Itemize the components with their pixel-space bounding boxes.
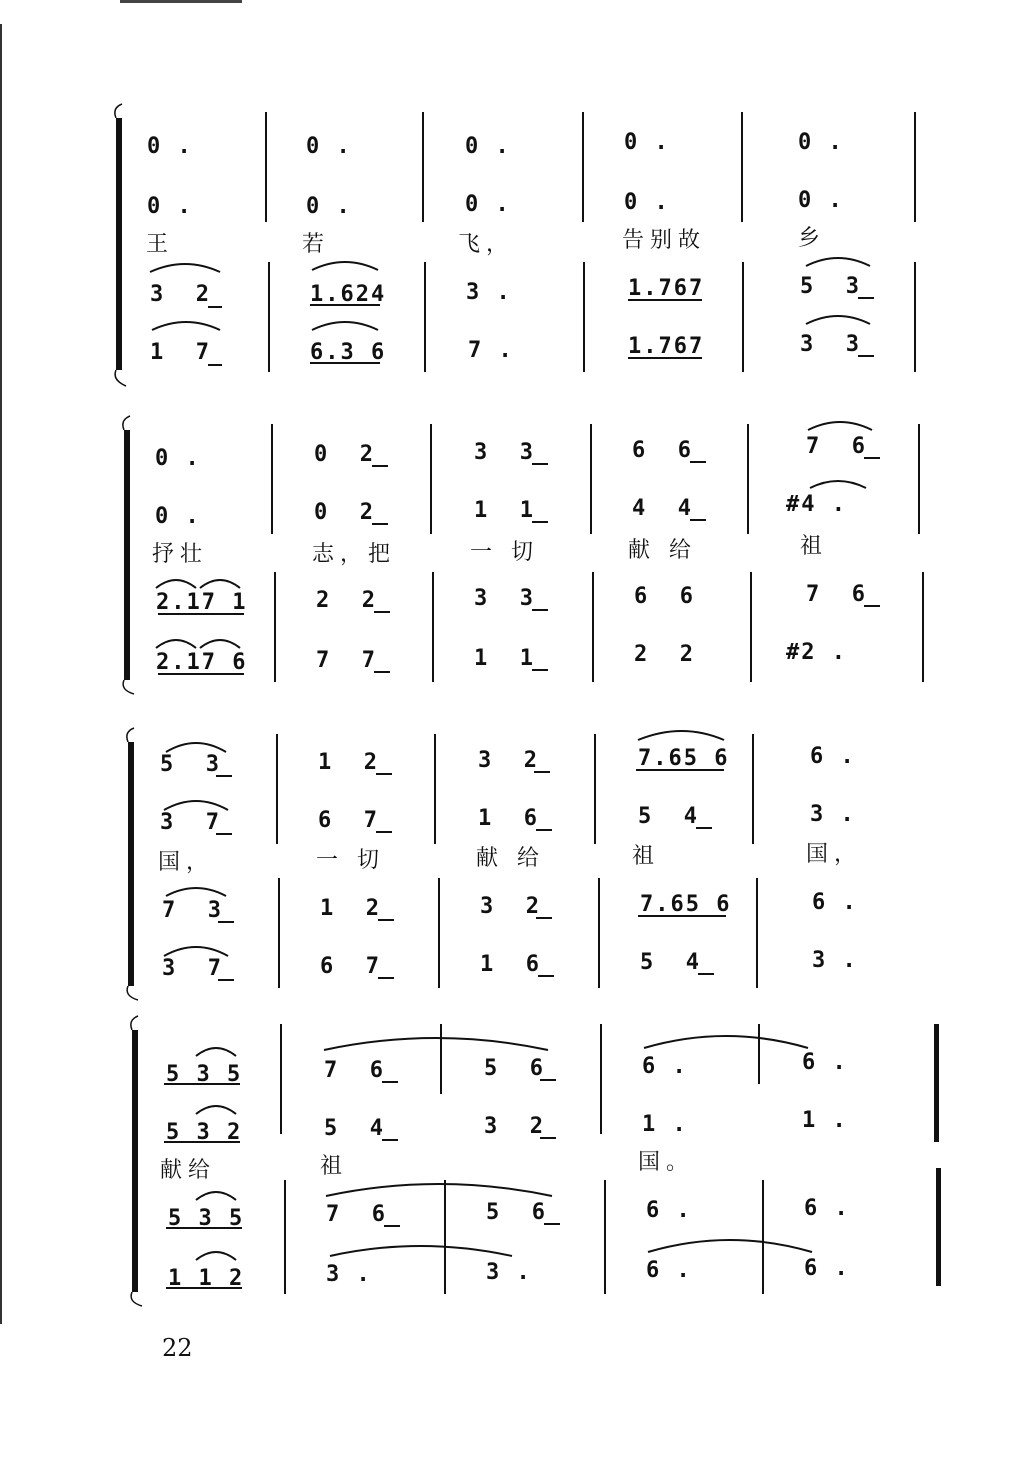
page-number: 22 — [162, 1334, 193, 1362]
lyric-cell: 献 给 — [476, 846, 545, 871]
note-cell: 0 . — [147, 134, 193, 159]
barline — [268, 262, 270, 372]
lyric-cell: 王 — [146, 232, 175, 257]
note-cell: 2.17 6 — [156, 650, 248, 675]
note-cell: 6.3 6 — [310, 340, 387, 365]
barline — [922, 572, 924, 682]
lyric-cell: 祖 — [632, 844, 661, 869]
top-rule — [120, 0, 242, 3]
note-cell: 6 6 — [632, 438, 693, 463]
barline — [752, 734, 754, 844]
note-cell: 3 . — [466, 280, 512, 305]
note-cell: 3 7 — [162, 956, 223, 981]
barline — [590, 424, 592, 534]
barline — [600, 1024, 602, 1134]
barline — [434, 734, 436, 844]
note-cell: 5 3 5 — [166, 1062, 243, 1087]
barline — [274, 572, 276, 682]
lyric-cell: 志，把 — [312, 542, 397, 567]
note-cell: 6 . — [804, 1196, 850, 1221]
barline — [914, 112, 916, 222]
note-cell: 1 6 — [480, 952, 541, 977]
note-cell: 3 3 — [800, 332, 861, 357]
note-cell: 3 . — [812, 948, 858, 973]
note-cell: 4 4 — [632, 496, 693, 521]
barline — [756, 878, 758, 988]
lyric-cell: 一 切 — [316, 848, 385, 873]
barline — [440, 1024, 442, 1094]
barline — [582, 112, 584, 222]
lyric-cell: 祖 — [320, 1154, 349, 1179]
note-cell: 7 6 — [326, 1202, 387, 1227]
barline — [742, 262, 744, 372]
note-cell: 5 4 — [640, 950, 701, 975]
note-cell: 5 4 — [638, 804, 699, 829]
note-cell: 0 . — [624, 190, 670, 215]
note-cell: 6 . — [646, 1198, 692, 1223]
note-cell: 3 3 — [474, 586, 535, 611]
system-bracket — [132, 1030, 138, 1292]
note-cell: 5 3 5 — [168, 1206, 245, 1231]
lyric-cell: 国。 — [638, 1150, 695, 1175]
barline — [747, 424, 749, 534]
note-cell: 7 6 — [806, 434, 867, 459]
note-cell: 6 . — [812, 890, 858, 915]
barline — [271, 424, 273, 534]
note-cell: 5 6 — [484, 1056, 545, 1081]
note-cell: 3 2 — [484, 1114, 545, 1139]
barline — [583, 262, 585, 372]
note-cell: 6 7 — [318, 808, 379, 833]
note-cell: 0 . — [147, 194, 193, 219]
note-cell: 1.624 — [310, 282, 387, 307]
note-cell: 1 1 — [474, 498, 535, 523]
note-cell: 5 3 2 — [166, 1120, 243, 1145]
note-cell: 6 . — [646, 1258, 692, 1283]
system-bracket — [128, 742, 134, 986]
barline — [594, 734, 596, 844]
note-cell: 3 . — [486, 1260, 532, 1285]
note-cell: 0 . — [306, 134, 352, 159]
lyric-cell: 国， — [806, 842, 863, 867]
note-cell: 2 2 — [634, 642, 695, 667]
barline — [284, 1180, 286, 1294]
lyric-cell: 献给 — [160, 1158, 217, 1183]
barline — [265, 112, 267, 222]
note-cell: 0 . — [465, 134, 511, 159]
note-cell: 1 . — [802, 1108, 848, 1133]
note-cell: 5 6 — [486, 1200, 547, 1225]
note-cell: 6 . — [810, 744, 856, 769]
note-cell: 1 2 — [320, 896, 381, 921]
note-cell: 0 . — [155, 504, 201, 529]
note-cell: #4 . — [786, 492, 847, 517]
note-cell: 0 . — [306, 194, 352, 219]
lyric-cell: 国， — [158, 850, 215, 875]
note-cell: 6 6 — [634, 584, 695, 609]
note-cell: 1.767 — [628, 276, 705, 301]
final-barline — [936, 1168, 941, 1286]
note-cell: 7 6 — [806, 582, 867, 607]
barline — [276, 734, 278, 844]
note-cell: 1 . — [642, 1112, 688, 1137]
note-cell: 0 . — [624, 130, 670, 155]
note-cell: 6 . — [642, 1054, 688, 1079]
barline — [918, 424, 920, 534]
note-cell: 6 7 — [320, 954, 381, 979]
barline — [762, 1180, 764, 1294]
note-cell: #2 . — [786, 640, 847, 665]
barline — [430, 424, 432, 534]
barline — [750, 572, 752, 682]
barline — [758, 1024, 760, 1084]
note-cell: 7 3 — [162, 898, 223, 923]
note-cell: 2 2 — [316, 588, 377, 613]
note-cell: 3 2 — [150, 282, 211, 307]
note-cell: 7 . — [468, 338, 514, 363]
barline — [592, 572, 594, 682]
note-cell: 5 3 — [800, 274, 861, 299]
system-bracket — [116, 118, 122, 370]
lyric-cell: 祖 — [800, 534, 829, 559]
note-cell: 7.65 6 — [640, 892, 732, 917]
note-cell: 3 2 — [480, 894, 541, 919]
lyric-cell: 一 切 — [470, 540, 539, 565]
note-cell: 3 . — [810, 802, 856, 827]
lyric-cell: 告别故 — [622, 228, 707, 253]
note-cell: 0 2 — [314, 442, 375, 467]
final-barline — [934, 1024, 939, 1142]
barline — [278, 878, 280, 988]
note-cell: 5 3 — [160, 752, 221, 777]
note-cell: 1 6 — [478, 806, 539, 831]
barline — [598, 878, 600, 988]
note-cell: 5 4 — [324, 1116, 385, 1141]
barline — [914, 262, 916, 372]
barline — [422, 112, 424, 222]
lyric-cell: 若 — [302, 232, 331, 257]
note-cell: 6 . — [804, 1256, 850, 1281]
note-cell: 6 . — [802, 1050, 848, 1075]
page-edge — [0, 24, 2, 1324]
barline — [438, 878, 440, 988]
note-cell: 3 . — [326, 1262, 372, 1287]
note-cell: 1 1 2 — [168, 1266, 245, 1291]
lyric-cell: 抒壮 — [152, 542, 209, 567]
note-cell: 2.17 1 — [156, 590, 248, 615]
note-cell: 0 . — [155, 446, 201, 471]
note-cell: 0 2 — [314, 500, 375, 525]
note-cell: 0 . — [798, 130, 844, 155]
barline — [432, 572, 434, 682]
note-cell: 1 7 — [150, 340, 211, 365]
note-cell: 1.767 — [628, 334, 705, 359]
barline — [444, 1180, 446, 1294]
lyric-cell: 乡 — [798, 226, 827, 251]
note-cell: 7.65 6 — [638, 746, 730, 771]
barline — [741, 112, 743, 222]
lyric-cell: 飞， — [458, 232, 515, 257]
system-bracket — [124, 430, 130, 680]
lyric-cell: 献 给 — [628, 538, 697, 563]
note-cell: 1 2 — [318, 750, 379, 775]
note-cell: 7 6 — [324, 1058, 385, 1083]
note-cell: 3 2 — [478, 748, 539, 773]
barline — [424, 262, 426, 372]
note-cell: 0 . — [798, 188, 844, 213]
note-cell: 3 3 — [474, 440, 535, 465]
note-cell: 0 . — [465, 192, 511, 217]
barline — [604, 1180, 606, 1294]
note-cell: 1 1 — [474, 646, 535, 671]
barline — [280, 1024, 282, 1134]
note-cell: 3 7 — [160, 810, 221, 835]
note-cell: 7 7 — [316, 648, 377, 673]
